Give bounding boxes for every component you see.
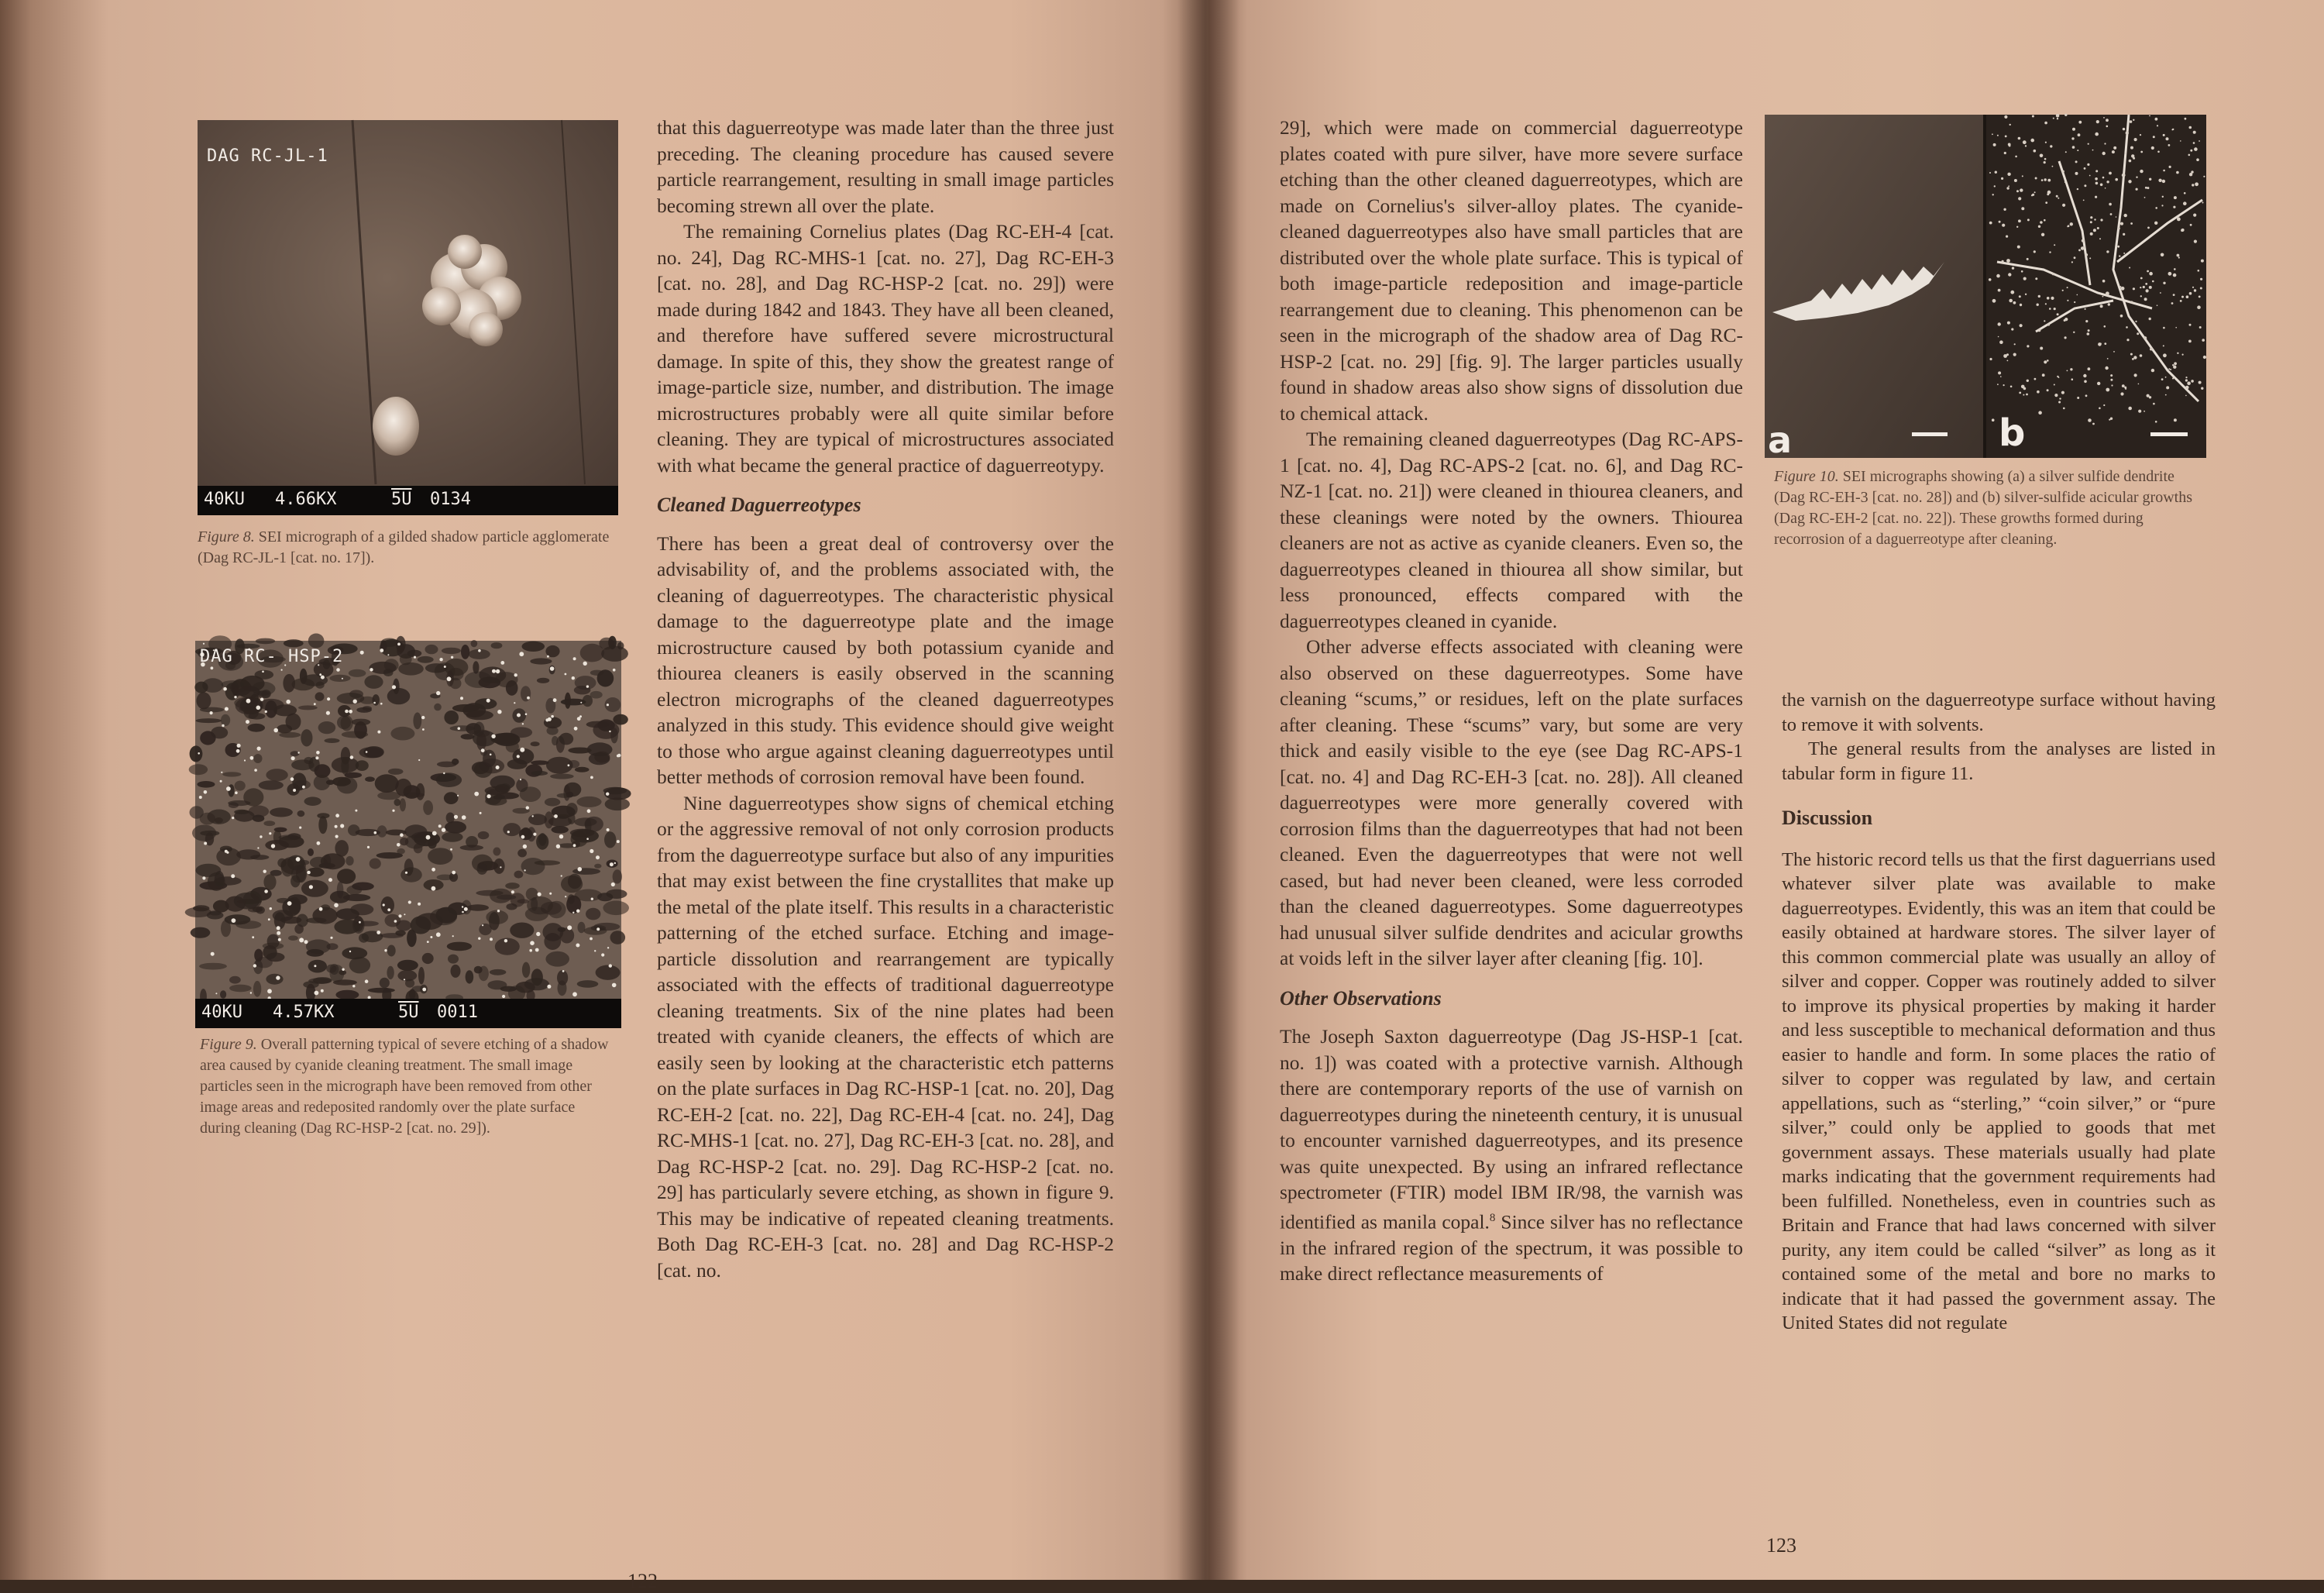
left-text-column bbox=[657, 115, 1114, 1283]
figure-10-label-a: a bbox=[1768, 419, 1793, 461]
left-paragraph-4: Nine daguerreotypes show signs of chemical etching or the aggressive removal of not only corrosion products from the daguerreotype surface but also of any impurities that may exist between the fine crystallites that make up the metal of the plate itself. This results in a characteristic patterning of the etched surface. Etching and image-particle dissolution and rearrangement are typically associated with the effects of traditional daguerreotype cleaning treatments. Six of the nine plates had been treated with cyanide cleaners, the effects of which are easily seen by looking at the characteristic etch patterns on the plate surfaces in Dag RC-HSP-1 [cat. no. 20], Dag RC-EH-2 [cat. no. 22], Dag RC-EH-4 [cat. no. 24], Dag RC-MHS-1 [cat. no. 27], Dag RC-EH-3 [cat. no. 28], and Dag RC-HSP-2 [cat. no. 29]. Dag RC-HSP-2 [cat. no. 29] has particularly severe etching, as shown in figure 9. This may be indicative of repeated cleaning treatments. Both Dag RC-EH-3 [cat. no. 28] and Dag RC-HSP-2 [cat. no. bbox=[657, 791, 1114, 1282]
page-number-left: 122 bbox=[627, 1570, 658, 1592]
figure-10-caption-text: SEI micrographs showing (a) a silver sulfide dendrite (Dag RC-EH-3 [cat. no. 28]) and (b) silver-sulfide acicular growths (Dag RC-EH-2 [cat. no. 22]). These growths formed during recorrosion of a daguerreotype after cleaning. bbox=[1774, 468, 2192, 548]
figure-8-number: 0134 bbox=[430, 490, 471, 509]
figure-10-micrographs bbox=[1765, 115, 2206, 461]
right-col2-paragraph-3: The historic record tells us that the first daguerrians used whatever silver plate was available to make daguerreotypes. Evidently, this was an item that could be easily obtained at hardware stores. The silver layer of this common commercial plate was usually an alloy of silver and copper. Copper was routinely added to silver to improve its physical properties by making it harder and less susceptible to mechanical deformation and thus easier to handle and form. In some places the ratio of silver to copper was regulated by law, and certain appellations, such as “sterling,” “coin silver,” or “pure silver,” could only be applied to goods that met government assays. These materials usually had plate marks indicating that the government requirements had been fulfilled. Nonetheless, even in countries such as Britain and France that had laws concerned with silver purity, any item could be called “silver” as long as it contained some of the metal and bore no marks to indicate that it had passed the government assay. The United States did not regulate bbox=[1782, 848, 2216, 1333]
figure-10-caption bbox=[1774, 466, 2208, 550]
figure-9-data-bar bbox=[195, 999, 621, 1028]
heading-cleaned-daguerreotypes: Cleaned Daguerreotypes bbox=[657, 494, 861, 516]
figure-9-caption bbox=[200, 1034, 610, 1139]
figure-8-scale: 5U bbox=[391, 490, 412, 509]
figure-8-caption-number: Figure 8. bbox=[198, 528, 255, 545]
right-paragraph-3: Other adverse effects associated with cleaning were also observed on these daguerreotypes. Some have cleaning “scums,” or residues, left on the plate surfaces after cleaning. These “scums” vary, but some are very thick and easily visible to the eye (see Dag RC-APS-1 [cat. no. 4] and Dag RC-EH-3 [cat. no. 28]). All cleaned daguerreotypes were more generally covered with corrosion films than the daguerreotypes that had not been cleaned. Even the daguerreotypes that were not well cased, but had never been cleaned, were less corroded than the cleaned daguerreotypes. Some daguerreotypes had unusual silver sulfide dendrites and acicular growths at voids left in the silver layer after cleaning [fig. 10]. bbox=[1280, 635, 1743, 969]
right-paragraph-4-part-b: Since silver has no reflectance in the infrared region of the spectrum, it was possible to make direct reflectance measurements of bbox=[1280, 1210, 1743, 1285]
figure-9-mag: 4.57KX bbox=[273, 1003, 335, 1022]
right-col2-paragraph-1: the varnish on the daguerreotype surface without having to remove it with solvents. bbox=[1782, 690, 2216, 735]
figure-9-micrograph bbox=[195, 641, 621, 1028]
figure-9-image bbox=[195, 641, 621, 1028]
right-text-column-1 bbox=[1280, 115, 1743, 1287]
figure-9-kv: 40KU bbox=[201, 1003, 242, 1022]
left-paragraph-1: that this daguerreotype was made later than the three just preceding. The cleaning procedure has caused severe particle rearrangement, resulting in small image particles becoming strewn all over the plate. bbox=[657, 116, 1114, 217]
figure-8-kv: 40KU bbox=[204, 490, 245, 509]
figure-8-data-bar bbox=[198, 486, 618, 515]
figure-8-micrograph bbox=[198, 120, 618, 515]
figure-8-caption bbox=[198, 527, 612, 569]
right-text-column-2 bbox=[1782, 688, 2216, 1336]
right-paragraph-4 bbox=[1280, 1024, 1743, 1287]
right-paragraph-1: 29], which were made on commercial daguerreotype plates coated with pure silver, have more severe surface etching than the other cleaned daguerreotypes, which are made on Cornelius's silver-alloy plates. The cyanide-cleaned daguerreotypes also have small particles that are distributed over the whole plate surface. This is typical of both image-particle redeposition and image-particle rearrangement due to cleaning. This phenomenon can be seen in the micrograph of the shadow area of Dag RC-HSP-2 [cat. no. 29] [fig. 9]. The larger particles usually found in shadow areas also show signs of dissolution due to chemical attack. bbox=[1280, 116, 1743, 425]
figure-8-caption-text: SEI micrograph of a gilded shadow particle agglomerate (Dag RC-JL-1 [cat. no. 17]). bbox=[198, 528, 610, 566]
right-col2-paragraph-2: The general results from the analyses are listed in tabular form in figure 11. bbox=[1782, 738, 2216, 784]
footnote-ref-8: 8 bbox=[1489, 1211, 1496, 1224]
figure-10-caption-number: Figure 10. bbox=[1774, 468, 1839, 485]
figure-9-caption-text: Overall patterning typical of severe etching of a shadow area caused by cyanide cleaning treatment. The small image particles seen in the micrograph have been removed from other image areas and redeposited randomly over the plate surface during cleaning (Dag RC-HSP-2 [cat. no. 29]). bbox=[200, 1036, 609, 1137]
figure-9-caption-number: Figure 9. bbox=[200, 1036, 257, 1053]
heading-discussion: Discussion bbox=[1782, 807, 1873, 829]
heading-other-observations: Other Observations bbox=[1280, 986, 1442, 1010]
figure-9-scale: 5U bbox=[398, 1003, 419, 1022]
right-paragraph-2: The remaining cleaned daguerreotypes (Dag RC-APS-1 [cat. no. 4], Dag RC-APS-2 [cat. no. 6], and Dag RC-NZ-1 [cat. no. 21]) were cleaned in thiourea cleaners, and these cleanings were noted by the owners. Thiourea cleaners are not as active as cyanide cleaners. Even so, the daguerreotypes cleaned in thiourea all show similar, but less pronounced, effects compared with the daguerreotypes cleaned in cyanide. bbox=[1280, 428, 1743, 632]
left-paragraph-3: There has been a great deal of controversy over the advisability of, and the problems associated with, the cleaning of daguerreotypes. The characteristic physical damage to the daguerreotype plate and the image microstructure caused by both potassium cyanide and thiourea cleaners is easily observed in the scanning electron micrographs of the cleaned daguerreotypes analyzed in this study. This evidence should give weight to those who argue against cleaning daguerreotypes until better methods of corrosion removal have been found. bbox=[657, 532, 1114, 788]
right-page bbox=[1208, 0, 2324, 1580]
figure-10-label-b: b bbox=[1999, 411, 2026, 455]
right-paragraph-4-part-a: The Joseph Saxton daguerreotype (Dag JS-HSP-1 [cat. no. 1]) was coated with a protective varnish. Although there are contemporary reports of the use of varnish on daguerreotypes during the nineteenth century, it is unusual to encounter varnished daguerreotypes, and its presence was quite unexpected. By using an infrared reflectance spectrometer (FTIR) model IBM IR/98, the varnish was identified as manila copal. bbox=[1280, 1025, 1743, 1233]
figure-9-number: 0011 bbox=[437, 1003, 478, 1022]
figure-9-label: DAG RC- HSP-2 bbox=[200, 647, 344, 666]
figure-10-image bbox=[1765, 115, 2206, 458]
figure-8-image bbox=[198, 120, 618, 515]
page-number-right: 123 bbox=[1766, 1534, 1796, 1557]
left-paragraph-2: The remaining Cornelius plates (Dag RC-EH-4 [cat. no. 24], Dag RC-MHS-1 [cat. no. 27], Dag RC-EH-3 [cat. no. 28], and Dag RC-HSP-2 [cat. no. 29]) were made during 1842 and 1843. They have all been cleaned, and therefore have suffered severe microstructural damage. In spite of this, they show the greatest range of image-particle size, number, and distribution. The image microstructures probably were all quite similar before cleaning. They are typical of microstructures associated with what became the general practice of daguerreotypy. bbox=[657, 220, 1114, 477]
book-gutter bbox=[1177, 0, 1239, 1580]
figure-8-mag: 4.66KX bbox=[275, 490, 337, 509]
figure-8-label: DAG RC-JL-1 bbox=[207, 146, 328, 166]
